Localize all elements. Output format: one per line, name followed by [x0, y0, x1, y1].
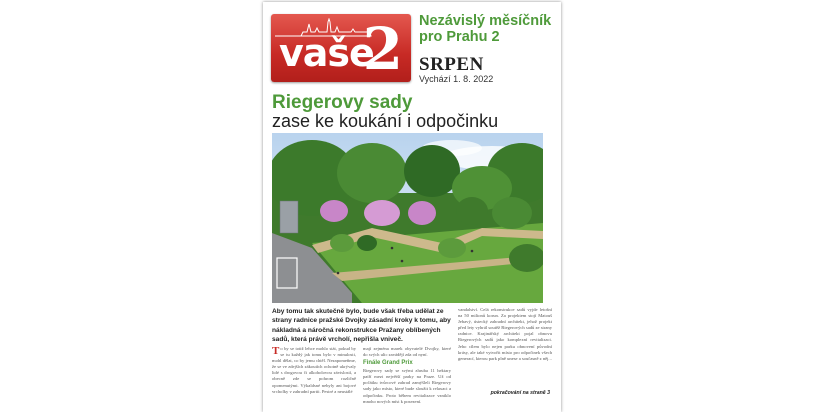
article-column-2	[363, 346, 451, 405]
newspaper-logo	[271, 14, 411, 82]
column-1-text: o by se totiž lehce mohlo stát, pokud by se tu každý jak tomu bylo v minulosti, mohl dělat, co by jemu chtěl. Nezapomeňme, že se ve zdejších zákoutích ochotně ukrývaly lidé s drogovou či alkoholovou závislostí, a obecně zde se pohrom rozličně opomenutými. Výkaldsné nebyly ani bojové vrcholky v zahradní partii. Pestré a neustálé	[272, 346, 356, 394]
column-3-text: vandalství. Celá rekonstrukce sadů vyjde letošní na 50 milionů korun. Za projektem stojí Matouš Jebavý, ústecký zahradní architekt, jehož projekt před lety vyhrál soutěž Riegerových sadů ze strany radnice. Krajinářský architekt pojal obnovu Riegerových sadů jako komplexní revitalizaci. Jeho cílem bylo nejen parku obnovení původní krásy, ale také vytvořit místo pro odpočinek všech generací, kterou park plně unese a současně z něj...	[458, 307, 552, 361]
column-2-text: mají zejména marek obyvatelé Dvojky, které do svých ulic zavádějí zda od nyní.	[363, 346, 451, 358]
newspaper-page	[263, 2, 561, 412]
article-lead: Aby tomu tak skutečně bylo, bude však třeba udělat ze strany radnice pražské Dvojky zásadní kroky k tomu, aby nákladná a náročná rekonstrukce Pražany oblíbených sadů, která právě vrcholí, nepřišla vniveč.	[272, 308, 451, 344]
article-column-1	[272, 346, 356, 395]
park-visualization-image	[272, 133, 543, 303]
drop-cap: T	[272, 345, 280, 357]
logo-word: vaše	[279, 31, 374, 75]
newspaper-tagline: Nezávislý měsíčník pro Prahu 2	[419, 13, 552, 45]
article-column-3	[458, 307, 552, 362]
park-photo	[272, 133, 543, 303]
issue-month: SRPEN	[419, 54, 484, 75]
continued-on-page[interactable]: pokračování na straně 3	[490, 390, 550, 396]
headline-subtitle: zase ke koukání i odpočinku	[272, 111, 499, 131]
column-2-text-continued: Riegerovy sady se svými zhruba 11 hektary patří mezi největší parky na Praze. Už od počátku tvůrcové zahrad zamýšleli Riegerovy sady jako místo, které bude sloužit k relaxaci a odpočinku. Proto během revitalizace vzniklo mnoho nových míst k posezení.	[363, 368, 451, 404]
headline-title: Riegerovy sady	[272, 92, 413, 113]
logo-number: 2	[362, 15, 403, 82]
release-date: Vychází 1. 8. 2022	[419, 74, 494, 84]
section-subheading: Finále Grand Prix	[363, 360, 413, 367]
